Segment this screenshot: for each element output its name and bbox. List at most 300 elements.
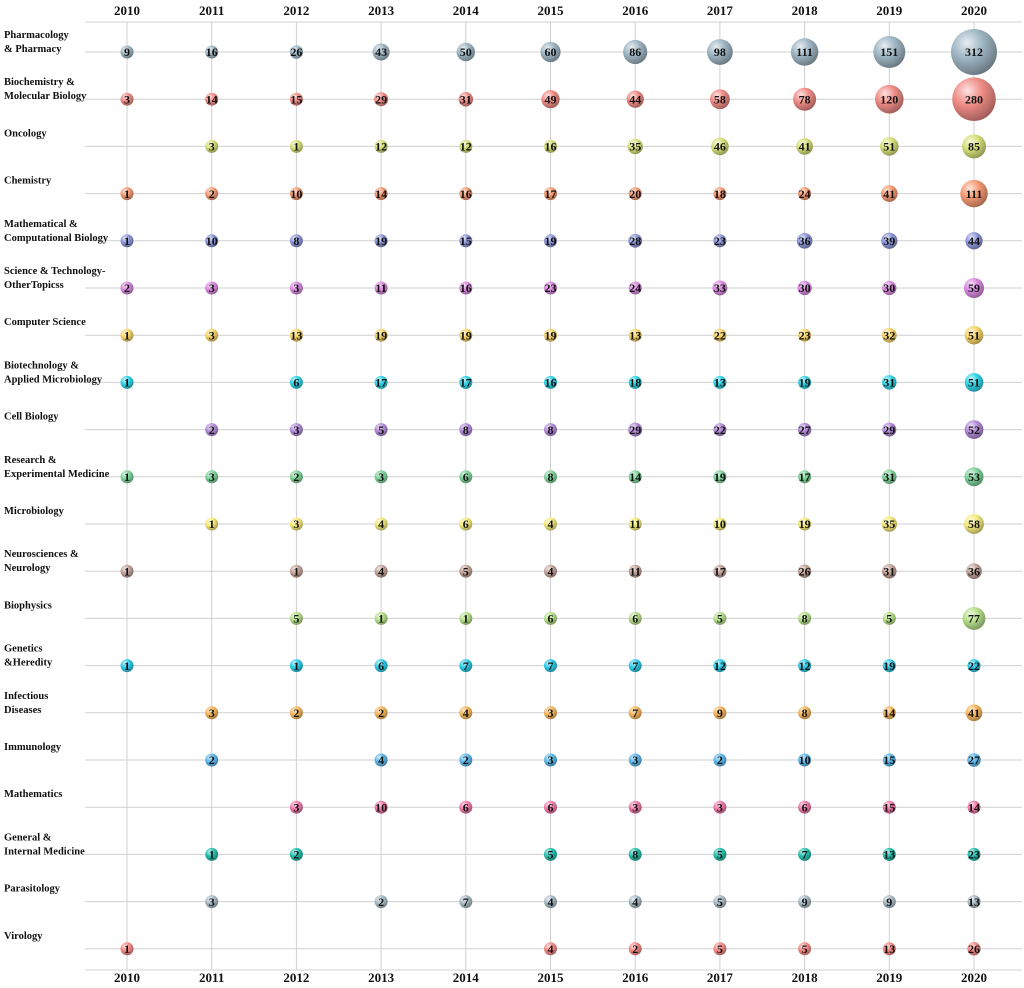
bubble-value-label: 2 (293, 847, 300, 862)
bubble (623, 40, 647, 64)
bubble (798, 328, 811, 342)
bubble-value-label: 1 (293, 139, 300, 154)
bubble-value-label: 7 (632, 706, 639, 720)
bubble-value-label: 11 (629, 517, 641, 532)
category-label-line: Cell Biology (4, 411, 59, 423)
bubble (627, 139, 642, 154)
bubble (544, 706, 557, 720)
bubble (121, 470, 134, 484)
category-label-line: Infectious (4, 690, 49, 702)
bubble-value-label: 6 (462, 517, 469, 532)
bubble (459, 659, 472, 673)
bubble (459, 612, 472, 626)
bubble-value-label: 24 (629, 281, 642, 296)
bubble (375, 706, 388, 720)
category-label-line: Chemistry (4, 175, 52, 187)
bubble (375, 564, 388, 578)
bubble-value-label: 8 (801, 706, 808, 720)
bubble-value-label: 13 (883, 942, 896, 956)
bubble-value-label: 2 (632, 942, 639, 956)
bubble-value-label: 14 (883, 706, 896, 720)
bubble (544, 942, 557, 956)
bubble (798, 753, 811, 767)
bubble (121, 281, 134, 295)
bubble (713, 942, 726, 956)
category-label-line: Neurosciences & (4, 549, 79, 561)
bubble-value-label: 6 (547, 800, 554, 815)
bubble (459, 517, 472, 531)
bubble-value-label: 2 (293, 470, 300, 484)
bubble-value-label: 14 (205, 92, 218, 107)
bubble (713, 517, 726, 531)
bubble-value-label: 41 (798, 139, 811, 154)
bubble (375, 328, 388, 342)
bubble-value-label: 4 (378, 753, 385, 768)
category-label (4, 691, 48, 716)
top-year-label: 2014 (452, 3, 479, 18)
category-label (4, 412, 59, 423)
bottom-year-label: 2010 (114, 970, 140, 985)
bubble-value-label: 4 (632, 894, 639, 909)
bubble-value-label: 13 (713, 375, 726, 390)
bubble (629, 706, 642, 720)
bubble (459, 706, 472, 720)
bubble (290, 470, 303, 484)
category-label-line: &Heredity (4, 657, 53, 669)
bubble-value-label: 3 (293, 422, 300, 437)
category-label-line: Parasitology (4, 883, 60, 895)
bubble (544, 140, 557, 154)
bubble-value-label: 35 (883, 517, 896, 532)
bubble-value-label: 27 (798, 422, 811, 437)
bubble (629, 564, 642, 578)
bubble (375, 281, 388, 295)
bubble-value-label: 312 (965, 45, 983, 60)
bubble (290, 659, 303, 673)
bottom-year-label: 2012 (283, 970, 310, 985)
bubble-value-label: 5 (716, 611, 723, 626)
bubble-value-label: 1 (124, 328, 130, 343)
bubble-value-label: 3 (632, 800, 639, 815)
category-label-line: Applied Microbiology (4, 374, 103, 386)
bubble-value-label: 3 (208, 470, 215, 484)
bubble (459, 187, 472, 201)
bubble-value-label: 16 (544, 375, 557, 390)
bubble-value-label: 26 (798, 564, 811, 579)
bubble-value-label: 4 (547, 894, 554, 909)
bottom-year-label: 2015 (537, 970, 564, 985)
bubble (713, 234, 726, 248)
bubble (290, 706, 303, 720)
bubble (205, 328, 218, 342)
bubble-value-label: 1 (124, 658, 130, 673)
bubble (881, 185, 898, 202)
bubble (629, 800, 642, 814)
bubble-value-label: 10 (375, 800, 388, 815)
category-label (4, 360, 103, 385)
bubble (121, 328, 134, 342)
bubble-value-label: 5 (886, 611, 893, 626)
category-label-line: Computational Biology (4, 232, 109, 244)
bubble (205, 470, 218, 484)
category-label-line: & Pharmacy (4, 44, 62, 55)
category-label (4, 832, 85, 857)
bubble (628, 234, 642, 248)
bubble (965, 420, 984, 439)
bubble (290, 281, 303, 295)
bubble (713, 328, 726, 342)
bubble-value-label: 51 (968, 375, 980, 390)
bubble (205, 423, 218, 437)
top-year-label: 2012 (283, 3, 310, 18)
bubble-value-label: 9 (716, 706, 723, 720)
bubble-value-label: 4 (378, 564, 385, 579)
bubble (375, 800, 388, 814)
bubble-value-label: 29 (629, 422, 642, 437)
bubble (966, 563, 982, 579)
bubble (883, 848, 896, 862)
bubble-value-label: 3 (716, 800, 723, 815)
bubble (968, 659, 981, 673)
bubble-value-label: 44 (968, 234, 980, 248)
bubble-value-label: 7 (632, 658, 639, 673)
bubble-value-label: 19 (544, 234, 557, 248)
bubble (964, 514, 984, 534)
category-label (4, 884, 61, 895)
bubble (797, 233, 813, 249)
bubble (628, 423, 642, 437)
bubble-value-label: 24 (798, 186, 811, 201)
bubble (968, 800, 981, 814)
bubble-value-label: 31 (883, 470, 896, 484)
bubble-value-label: 2 (378, 706, 385, 720)
bubble-value-label: 1 (293, 658, 300, 673)
bubble (798, 800, 811, 814)
bubble (290, 423, 303, 437)
bubble (544, 234, 557, 248)
category-label-line: Internal Medicine (4, 846, 85, 858)
bubble-value-label: 26 (968, 942, 980, 956)
bubble-value-label: 1 (124, 470, 130, 484)
bubble (798, 942, 811, 956)
bubble-value-label: 1 (462, 611, 469, 626)
bubble (375, 659, 388, 673)
bubble-value-label: 13 (290, 328, 303, 343)
bubble (544, 328, 557, 342)
top-year-label: 2017 (706, 3, 733, 18)
bubble (798, 376, 811, 390)
bubble (883, 706, 896, 720)
category-label (4, 742, 62, 753)
bubble (121, 942, 134, 956)
bottom-year-axis (114, 970, 987, 985)
category-label (4, 176, 52, 187)
bubble-value-label: 2 (124, 281, 130, 296)
bubble (967, 942, 980, 956)
category-label-line: Experimental Medicine (4, 468, 110, 480)
bubble-value-label: 5 (716, 847, 723, 862)
top-year-label: 2010 (114, 3, 140, 18)
bubble (375, 753, 388, 767)
bubble (375, 517, 388, 531)
bubble (967, 753, 981, 767)
bubble (713, 470, 726, 484)
bubble-value-label: 2 (293, 706, 300, 720)
bubble (375, 423, 388, 437)
bubble-value-label: 12 (459, 139, 472, 154)
category-label-line: Biotechnology & (4, 360, 79, 372)
bubble (713, 800, 726, 814)
bubble-value-label: 17 (375, 375, 388, 390)
bubble-value-label: 7 (547, 658, 554, 673)
bubble-value-label: 16 (459, 186, 472, 201)
bubble (544, 848, 557, 862)
bubble-value-label: 28 (629, 234, 642, 248)
category-label-line: Oncology (4, 128, 47, 140)
bubble (290, 92, 303, 106)
category-label-line: Research & (4, 454, 57, 466)
bubble (882, 281, 896, 295)
bubble-value-label: 7 (462, 894, 469, 909)
bubble-value-label: 10 (713, 517, 726, 532)
bubble-value-label: 14 (629, 470, 642, 484)
category-label (4, 549, 79, 574)
bubble (873, 36, 905, 68)
bubble (629, 187, 642, 201)
bubble-value-label: 39 (883, 234, 896, 248)
top-year-axis (114, 3, 987, 18)
category-label-line: Microbiology (4, 506, 64, 517)
bubble (798, 517, 811, 531)
bubble (712, 281, 727, 296)
bubble (629, 659, 642, 673)
bubble (459, 895, 472, 909)
bubble-value-label: 85 (968, 139, 980, 154)
bubble (965, 232, 982, 249)
bubble (121, 187, 134, 201)
bubble (459, 140, 472, 154)
bubble-value-label: 6 (801, 800, 808, 815)
bubble (713, 187, 726, 201)
category-label-line: OtherTopicss (4, 280, 64, 291)
category-label (4, 644, 53, 669)
bubble-value-label: 10 (798, 753, 811, 768)
bubble-value-label: 6 (378, 658, 385, 673)
bubble (375, 187, 388, 201)
bubble (375, 895, 388, 909)
bubble-value-label: 3 (208, 139, 215, 154)
bubble (883, 612, 896, 626)
bubble (882, 564, 896, 578)
bubble-value-label: 46 (713, 139, 726, 154)
bubble (290, 376, 303, 390)
bubble-value-label: 17 (544, 186, 557, 201)
category-label (4, 789, 62, 800)
bubble (375, 376, 388, 390)
bubble-value-label: 2 (462, 753, 469, 768)
bubble-value-label: 41 (968, 706, 980, 720)
bubble-value-label: 52 (968, 422, 980, 437)
bubble (205, 753, 218, 767)
bubble (711, 138, 729, 156)
bubble (290, 140, 303, 154)
bubble (793, 88, 816, 111)
bubble-value-label: 6 (462, 800, 469, 815)
bubble (121, 564, 134, 578)
bubble-value-label: 15 (290, 92, 303, 107)
category-label-line: Computer Science (4, 317, 86, 329)
bubble-value-label: 30 (883, 281, 896, 296)
bubble-value-label: 20 (629, 186, 642, 201)
bubble (882, 423, 896, 437)
bubble-value-label: 9 (124, 45, 130, 60)
bottom-year-label: 2013 (368, 970, 395, 985)
bubble (791, 38, 818, 65)
bubble-value-label: 3 (632, 753, 639, 768)
bubble (883, 942, 896, 956)
bubble-value-label: 4 (547, 517, 554, 532)
bubble-value-label: 23 (544, 281, 557, 296)
bubble-value-label: 15 (459, 234, 472, 248)
bubble-value-label: 13 (968, 894, 980, 909)
category-label-line: General & (4, 832, 52, 844)
bubble-value-label: 1 (208, 847, 215, 862)
bubble (540, 42, 560, 62)
bubble-value-label: 3 (208, 706, 215, 720)
bubble-value-label: 3 (208, 281, 215, 296)
bubble (457, 43, 475, 61)
bubble (966, 704, 983, 721)
bubble (798, 187, 811, 201)
bubble-value-label: 19 (798, 517, 811, 532)
bubble-value-label: 3 (293, 800, 300, 815)
bubble-value-label: 30 (798, 281, 811, 296)
bubble-value-label: 19 (544, 328, 557, 343)
bubble (882, 328, 897, 343)
category-label (4, 219, 109, 244)
bubble (121, 92, 134, 106)
bubble-value-label: 1 (124, 564, 130, 579)
bubble (459, 564, 472, 578)
bubble-value-label: 13 (629, 328, 642, 343)
bubble (798, 659, 811, 673)
bubble-value-label: 60 (544, 45, 557, 60)
bubble (798, 895, 811, 909)
bubble-value-label: 58 (713, 92, 726, 107)
bubble-value-label: 3 (547, 753, 554, 768)
bubble-value-label: 3 (378, 470, 385, 484)
bubble-value-label: 6 (632, 611, 639, 626)
bubble-value-label: 22 (713, 328, 726, 343)
bubble (964, 278, 984, 298)
bubble (459, 800, 472, 814)
bubble-value-label: 18 (629, 375, 642, 390)
bubble-value-label: 17 (798, 470, 811, 484)
bubble-value-label: 19 (713, 470, 726, 484)
bubble-value-label: 3 (293, 281, 300, 296)
bubbles (121, 29, 998, 956)
category-label (4, 455, 110, 480)
bubble (374, 92, 388, 106)
bubble (290, 848, 303, 862)
bubble-value-label: 5 (801, 942, 808, 956)
category-label-line: Biophysics (4, 600, 52, 612)
category-label (4, 128, 47, 139)
bubble (544, 423, 557, 437)
category-label (4, 266, 106, 291)
bottom-year-label: 2018 (791, 970, 818, 985)
bubble (629, 895, 642, 909)
bubble-value-label: 2 (208, 186, 215, 201)
bubble (881, 233, 897, 249)
bubble-value-label: 17 (713, 564, 726, 579)
bubble (205, 281, 218, 295)
bubble (713, 848, 726, 862)
bubble (544, 895, 557, 909)
bottom-year-label: 2016 (622, 970, 649, 985)
bubble-value-label: 2 (208, 753, 215, 768)
bubble (882, 516, 897, 531)
bubble (375, 612, 388, 626)
bubble (290, 45, 303, 59)
bubble-value-label: 5 (716, 894, 723, 909)
bubble (880, 137, 899, 156)
bubble (544, 470, 557, 484)
bubble (883, 659, 896, 673)
category-label (4, 317, 86, 328)
bubble (205, 517, 218, 531)
bubble (121, 234, 134, 248)
bubble (459, 753, 472, 767)
bottom-year-label: 2020 (961, 970, 987, 985)
bubble (710, 89, 730, 109)
bubble-value-label: 77 (968, 611, 980, 626)
bubble-value-label: 12 (375, 139, 388, 154)
top-year-label: 2013 (368, 3, 395, 18)
bubble-value-label: 4 (462, 706, 469, 720)
category-label-line: Diseases (4, 704, 42, 716)
bubble (882, 375, 896, 389)
bubble (375, 470, 388, 484)
bubble (882, 470, 896, 484)
bubble (121, 659, 134, 673)
bubble-value-label: 11 (629, 564, 641, 579)
bubble-value-label: 5 (462, 564, 469, 579)
bubble-value-label: 2 (716, 753, 723, 768)
category-label-line: Neurology (4, 563, 51, 575)
bubble-value-label: 2 (208, 422, 215, 437)
bubble (290, 612, 303, 626)
top-year-label: 2018 (791, 3, 818, 18)
bubble-value-label: 13 (883, 847, 896, 862)
bubble-value-label: 5 (716, 942, 723, 956)
bubble-value-label: 35 (629, 139, 642, 154)
bubble (205, 234, 218, 248)
category-label-line: Molecular Biology (4, 91, 87, 103)
bubble-value-label: 14 (375, 186, 388, 201)
bubble-value-label: 1 (208, 517, 215, 532)
bubble-value-label: 44 (629, 92, 642, 107)
bubble-value-label: 43 (375, 45, 388, 60)
bubble (952, 77, 996, 121)
bubble (629, 612, 642, 626)
bubble (205, 45, 218, 59)
bubble (290, 328, 303, 342)
bubble-value-label: 10 (205, 234, 218, 248)
bubble-value-label: 16 (459, 281, 472, 296)
bubble-value-label: 19 (459, 328, 472, 343)
bubble (951, 29, 997, 75)
